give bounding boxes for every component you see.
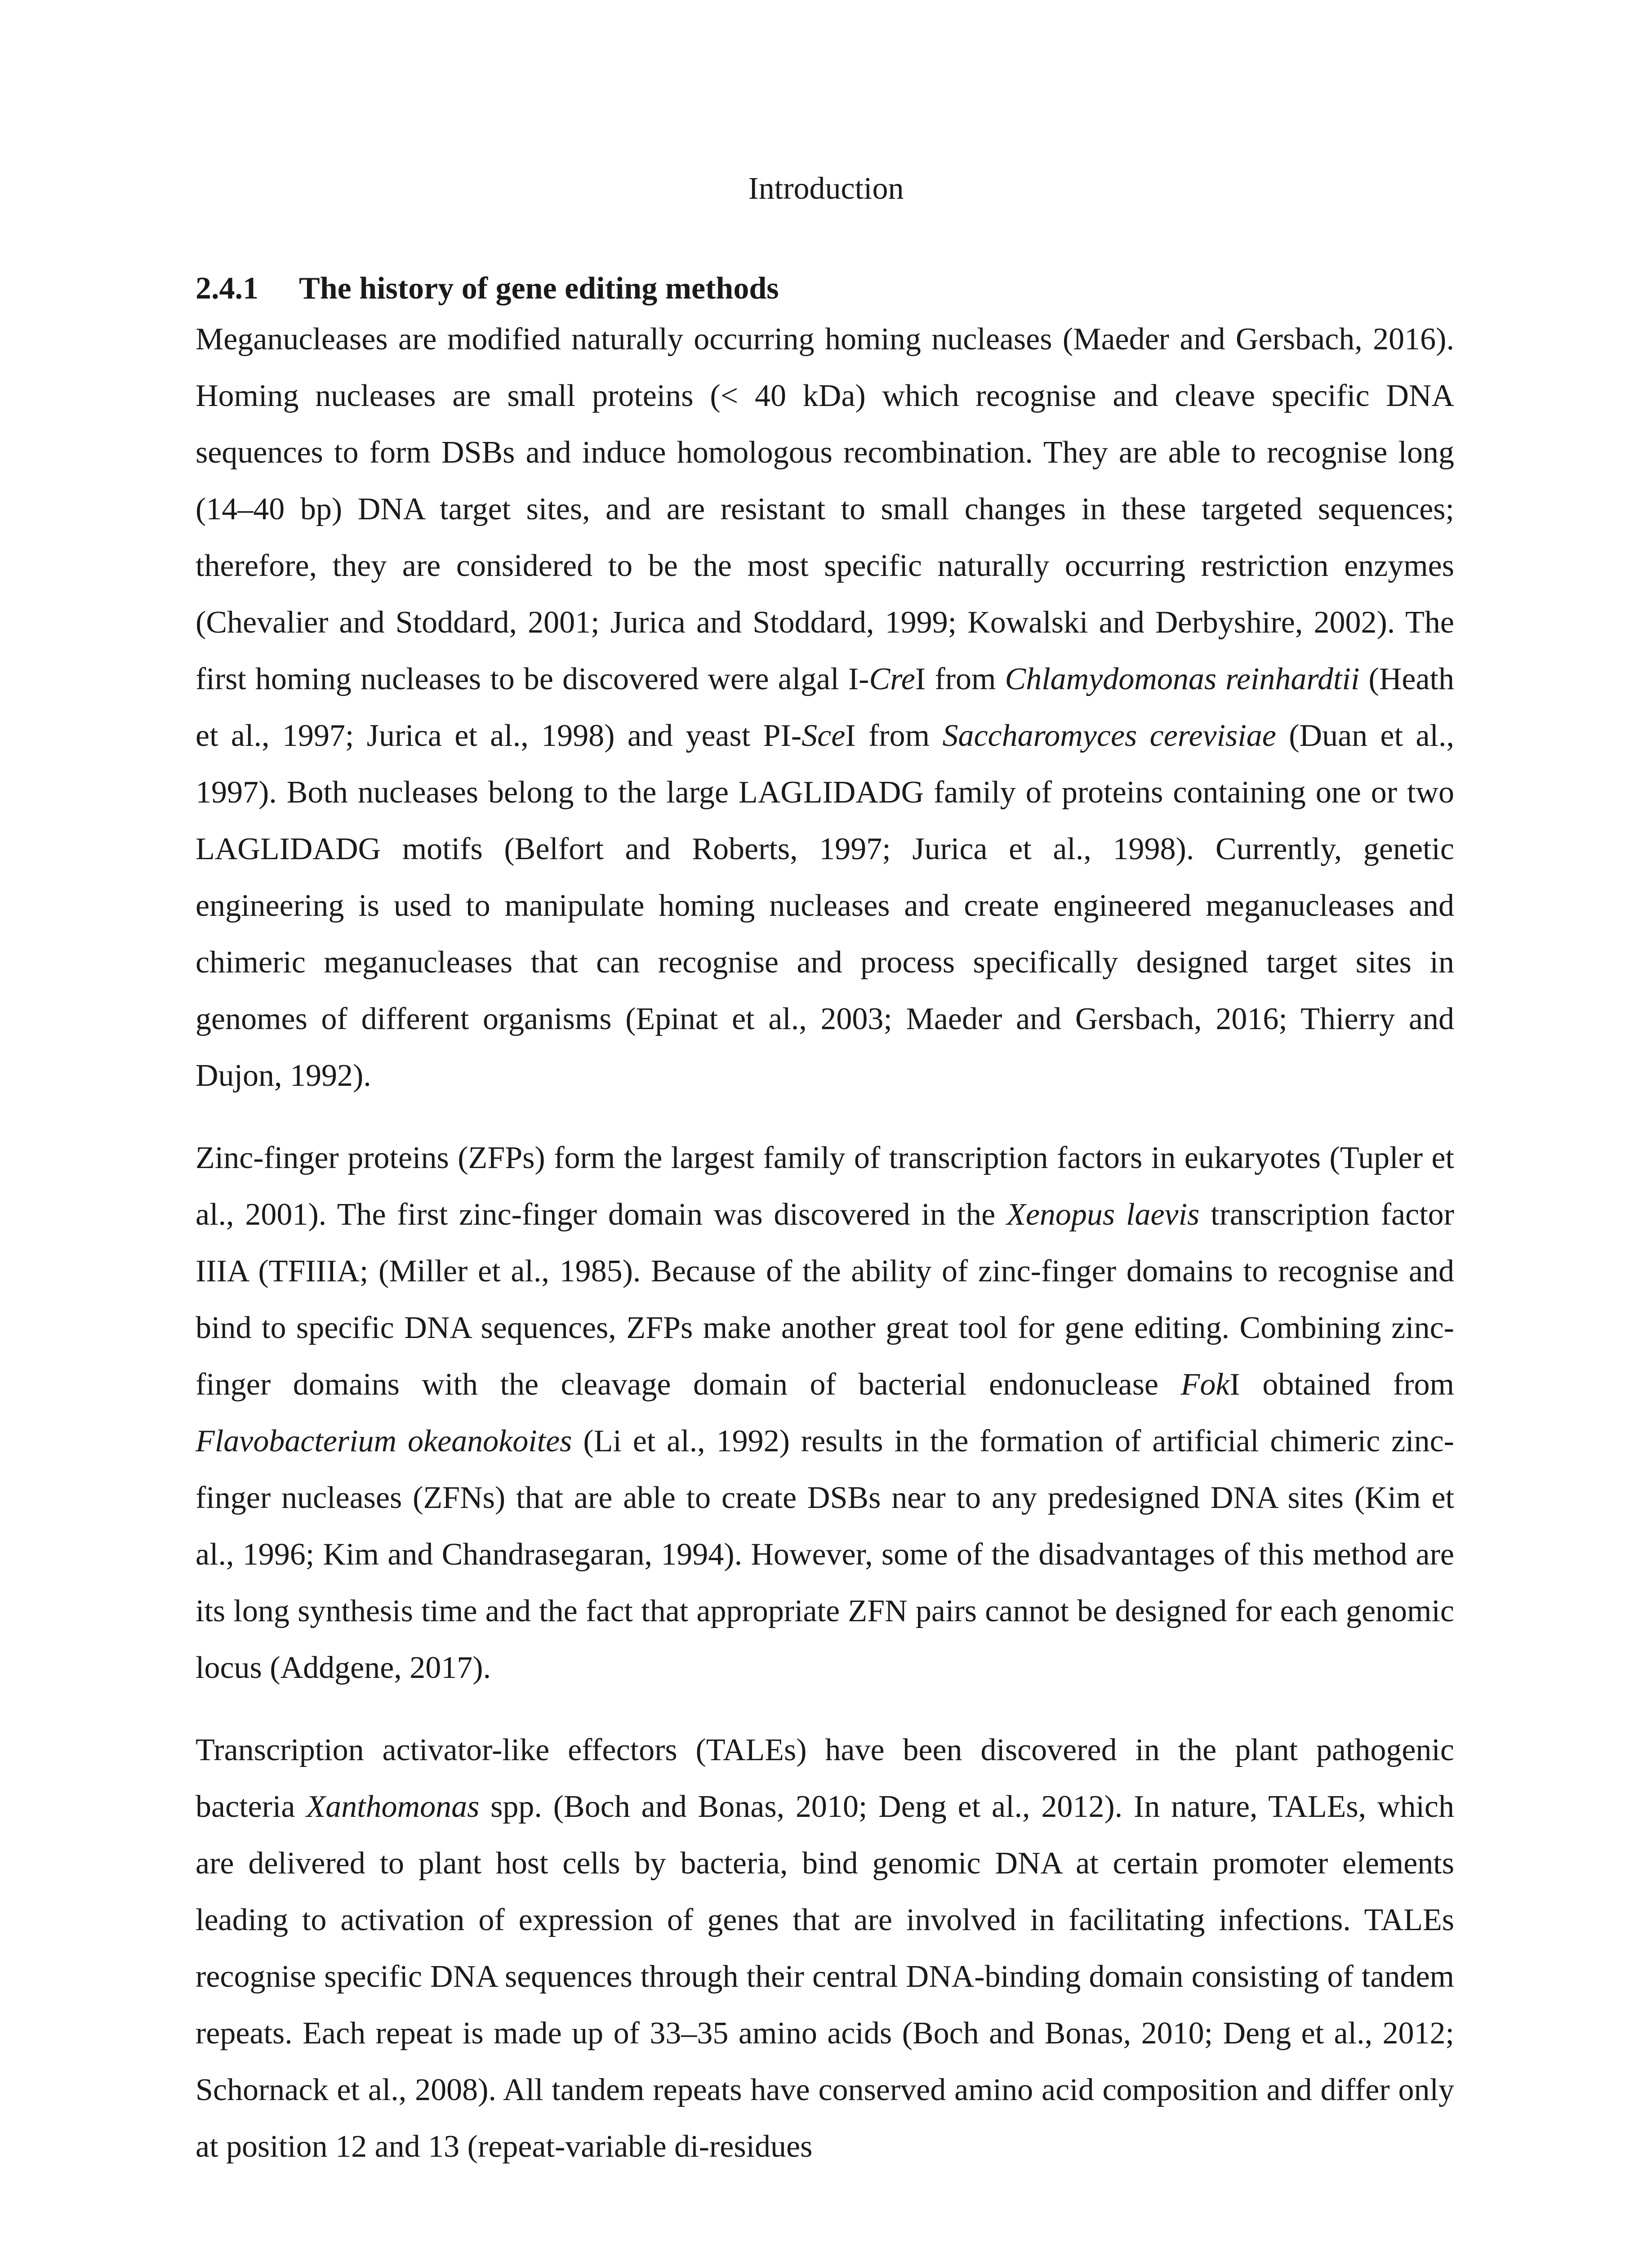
text-run: I obtained from [1229, 1367, 1454, 1402]
italic-term: Xanthomonas [306, 1789, 480, 1824]
italic-term: Flavobacterium okeanokoites [196, 1424, 572, 1459]
running-header: Introduction [748, 171, 904, 206]
section-title: The history of gene editing methods [299, 271, 779, 306]
italic-term: Cre [869, 662, 915, 696]
section-heading [196, 270, 1454, 308]
text-run: spp. (Boch and Bonas, 2010; Deng et al., 2012). In nature, TALEs, which are delivered to plant host cells by bacteria, bind genomic DNA at certain promoter elements leading to activation of expression of genes that are involved in facilitating infections. TALEs recognise specific DNA sequences through their central DNA-binding domain consisting of tandem repeats. Each repeat is made up of 33–35 amino acids (Boch and Bonas, 2010; Deng et al., 2012; Schornack et al., 2008). All tandem repeats have conserved amino acid composition and differ only at position 12 and 13 (repeat-variable di-residues [196, 1789, 1454, 2164]
text-run: (Li et al., 1992) results in the formation of artificial chimeric zinc-finger nucleases (ZFNs) that are able to create DSBs near to any predesigned DNA sites (Kim et al., 1996; Kim and Chandrasegaran, 1994). However, some of the disadvantages of this method are its long synthesis time and the fact that appropriate ZFN pairs cannot be designed for each genomic locus (Addgene, 2017). [196, 1424, 1454, 1685]
italic-term: Chlamydomonas reinhardtii [1005, 662, 1360, 696]
paragraph-tales [196, 1722, 1454, 2175]
text-run: (Heath et al., 1997; Jurica et al., 1998) and yeast PI- [196, 662, 1455, 753]
italic-term: Sce [802, 718, 846, 753]
paragraph-meganucleases [196, 311, 1454, 1104]
text-run: I from [915, 662, 1005, 696]
italic-term: Saccharomyces cerevisiae [942, 718, 1276, 753]
text-run: Transcription activator-like effectors (TALEs) have been discovered in the plant pathogenic bacteria [196, 1733, 1454, 1824]
text-run: I from [845, 718, 943, 753]
italic-term: Fok [1180, 1367, 1230, 1402]
paragraph-zinc-finger [196, 1130, 1454, 1696]
text-run: (Duan et al., 1997). Both nucleases belong to the large LAGLIDADG family of proteins containing one or two LAGLIDADG motifs (Belfort and Roberts, 1997; Jurica et al., 1998). Currently, genetic engineering is used to manipulate homing nucleases and create engineered meganucleases and chimeric meganucleases that can recognise and process specifically designed target sites in genomes of different organisms (Epinat et al., 2003; Maeder and Gersbach, 2016; Thierry and Dujon, 1992). [196, 718, 1454, 1093]
text-run: Zinc-finger proteins (ZFPs) form the largest family of transcription factors in eukaryotes (Tupler et al., 2001). The first zinc-finger domain was discovered in the [196, 1141, 1454, 1232]
page-body [196, 270, 1454, 2175]
text-run: Meganucleases are modified naturally occurring homing nucleases (Maeder and Gersbach, 2016). Homing nucleases are small proteins (< 40 kDa) which recognise and cleave specific DNA sequences to form DSBs and induce homologous recombination. They are able to recognise long (14–40 bp) DNA target sites, and are resistant to small changes in these targeted sequences; therefore, they are considered to be the most specific naturally occurring restriction enzymes (Chevalier and Stoddard, 2001; Jurica and Stoddard, 1999; Kowalski and Derbyshire, 2002). The first homing nucleases to be discovered were algal I- [196, 322, 1454, 696]
section-number: 2.4.1 [196, 271, 258, 306]
italic-term: Xenopus laevis [1006, 1197, 1200, 1232]
text-run: transcription factor IIIA (TFIIIA; (Miller et al., 1985). Because of the ability of zinc-finger domains to recognise and bind to specific DNA sequences, ZFPs make another great tool for gene editing. Combining zinc-finger domains with the cleavage domain of bacterial endonuclease [196, 1197, 1454, 1402]
